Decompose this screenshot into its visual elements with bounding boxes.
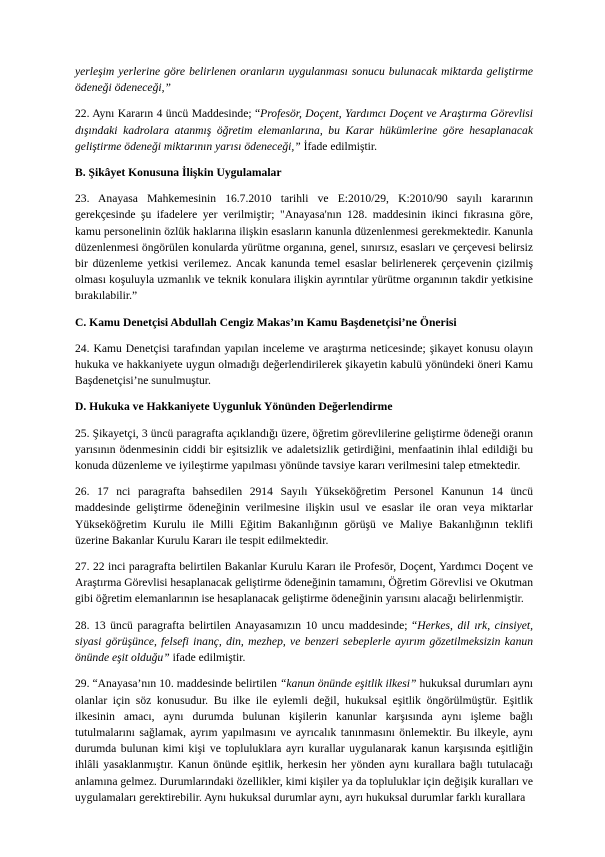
paragraph-27: 27. 22 inci paragrafta belirtilen Bakanlar Kurulu Kararı ile Profesör, Doçent, Yardımcı Doçent ve Araştırma Görevlisi hesaplanacak geliştirme ödeneğinin tamamını, Öğretim Görevlisi ve Okutman gibi öğretim elemanlarının ise hesaplanacak geliştirme ödeneğinin yarısını alacağı belirlenmiştir. [75, 560, 533, 606]
italic-quote: Herkes, dil ırk, cinsiyet, siyasi görüşünce, felsefi inanç, din, mezhep, ve benzeri sebeplerle ayırım gözetilmeksizin kanun önünde eşit olduğu” [75, 618, 533, 665]
section-heading-d: D. Hukuka ve Hakkaniyete Uygunluk Yönünden Değerlendirme [75, 400, 393, 414]
paragraph-24: 24. Kamu Denetçisi tarafından yapılan inceleme ve araştırma neticesinde; şikayet konusu olayın hukuka ve hakkaniyete uygun olmadığı değerlendirilerek şikayetin kabulü yönündeki öneri Kamu Başdenetçisi’ne sunulmuştur. [75, 341, 533, 388]
paragraph-25: 25. Şikayetçi, 3 üncü paragrafta açıklandığı üzere, öğretim görevlilerine geliştirme ödeneği oranın yarısının ödenmesinin ciddi bir eşitsizlik ve adaletsizlik getirdiğini, menfaatinin ihlal edildiği bu konuda düzenleme ve iyileştirme yapılması yönünde tavsiye kararı verilmesini talep etmektedir. [75, 426, 533, 473]
section-heading-b: B. Şikâyet Konusuna İlişkin Uygulamalar [75, 166, 282, 180]
italic-quote: yerleşim yerlerine göre belirlenen oranların uygulanması sonucu bulunacak miktarda geliştirme ödeneği ödeneceği,” [75, 65, 533, 95]
italic-quote: “kanun önünde eşitlik ilkesi” [279, 677, 417, 691]
section-heading-c: C. Kamu Denetçisi Abdullah Cengiz Makas’ın Kamu Başdenetçisi’ne Önerisi [75, 315, 457, 329]
paragraph-28: 28. 13 üncü paragrafta belirtilen Anayasamızın 10 uncu maddesinde; “Herkes, dil ırk, cinsiyet, siyasi görüşünce, felsefi inanç, din, mezhep, ve benzeri sebeplerle ayırım gözetilmeksizin kanun önünde eşit olduğu” ifade edilmiştir. [75, 618, 533, 665]
italic-quote: Profesör, Doçent, Yardımcı Doçent ve Araştırma Görevlisi dışındaki kadrolara atanmış öğretim elemanlarına, bu Karar hükümlerine göre hesaplanacak geliştirme ödeneği miktarının yarısı ödeneceği,” [75, 107, 533, 153]
document-page [75, 64, 533, 816]
paragraph-29: 29. “Anayasa’nın 10. maddesinde belirtilen “kanun önünde eşitlik ilkesi” hukuksal durumları aynı olanlar için söz konusudur. Bu ilke ile eylemli değil, hukuksal eşitlik öngörülmüştür. Eşitlik ilkesinin amacı, aynı durumda bulunan kişilerin kanunlar karşısında aynı işleme bağlı tutulmalarını sağlamak, ayrım yapılmasını ve ayrıcalık tanınmasını önlemektir. Bu ilkeyle, aynı durumda bulunan kimi kişi ve topluluklara ayrı kurallar uygulanarak kanun karşısında eşitliğin ihlâli yasaklanmıştır. Kanun önünde eşitlik, herkesin her yönden aynı kurallara bağlı tutulacağı anlamına gelmez. Durumlarındaki özellikler, kimi kişiler ya da topluluklar için değişik kuralları ve uygulamaları gerektirebilir. Aynı hukuksal durumlar aynı, ayrı hukuksal durumlar farklı kurallara [75, 677, 533, 804]
paragraph-23: 23. Anayasa Mahkemesinin 16.7.2010 tarihli ve E:2010/29, K:2010/90 sayılı kararının gerekçesinde şu ifadelere yer verilmiştir; "Anayasa'nın 128. maddesinin ikinci fıkrasına göre, kamu personelinin özlük haklarına ilişkin esasların kanunla düzenlenmesi gerekmektedir. Kanunla düzenlenmesi öngörülen konularda yürütme organına, genel, sınırsız, esasları ve çerçevesi belirsiz bir düzenleme yetkisi verilemez. Ancak kanunda temel esaslar belirlenerek çerçevenin çizilmiş olması koşuluyla uzmanlık ve teknik konulara ilişkin ayrıntılar yürütme organının takdir yetkisine bırakılabilir.” [75, 192, 533, 303]
paragraph-26: 26. 17 nci paragrafta bahsedilen 2914 Sayılı Yükseköğretim Personel Kanunun 14 üncü maddesinde geliştirme ödeneğinin verilmesine ilişkin usul ve esaslar ile oran veya miktarlar Yükseköğretim Kurulu ile Milli Eğitim Bakanlığının görüşü ve Maliye Bakanlığının teklifi üzerine Bakanlar Kurulu Kararı ile tespit edilmektedir. [75, 485, 533, 547]
paragraph-continuation [75, 64, 533, 96]
paragraph-22: 22. Aynı Kararın 4 üncü Maddesinde; “Profesör, Doçent, Yardımcı Doçent ve Araştırma Görevlisi dışındaki kadrolara atanmış öğretim elemanlarına, bu Karar hükümlerine göre hesaplanacak geliştirme ödeneği miktarının yarısı ödeneceği,” İfade edilmiştir. [75, 107, 533, 153]
